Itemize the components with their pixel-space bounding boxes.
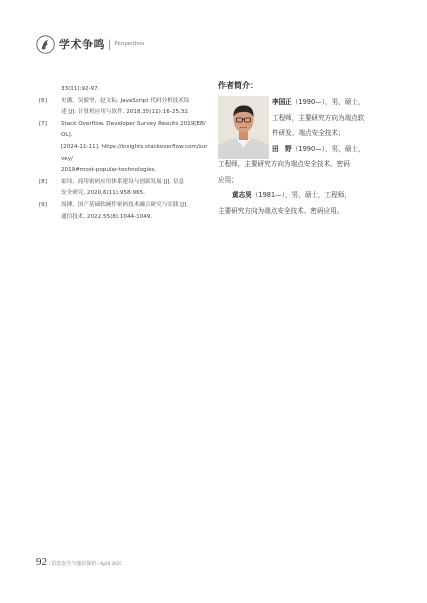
reference-number xyxy=(39,84,61,96)
author-bio-text: 工程师，主要研究方向为端点软 xyxy=(272,113,365,122)
reference-text: 霍玮，商用密码应用体系建设与创新发展 [J]. 信息 安全研究, 2020,6(11):958-965. xyxy=(61,178,185,197)
author-bio-text: 件研发、端点安全技术； xyxy=(272,129,345,137)
reference-text: Stack Overflow. Developer Survey Results 2019[EB/OL]. [2024-11-11]. https://insights.stackoverflow.com/survey/ 2019#most-popular-technologies. xyxy=(61,120,208,174)
author-name: 黄志昊 xyxy=(232,191,252,199)
reference-item xyxy=(39,177,209,200)
journal-info: | 信息安全与通信保密 | April 2025 xyxy=(49,562,122,567)
reference-number: [9] xyxy=(39,201,47,208)
reference-number: [7] xyxy=(39,120,47,127)
page-header xyxy=(36,34,144,54)
header-separator: | xyxy=(108,38,112,50)
reference-item xyxy=(39,96,209,119)
author-name: 田 野 xyxy=(272,144,292,153)
author-bio-3: 黄志昊（1981—），男，硕士，工程师， 主要研究方向为端点安全技术、密码应用。 xyxy=(218,188,394,219)
author-bio-text: 应用； xyxy=(218,175,238,184)
reference-item xyxy=(39,200,209,223)
author-bio-2: 田 野（1990—），男，硕士， 工程师，主要研究方向为端点安全技术、密码 应用； xyxy=(218,142,394,189)
reference-item xyxy=(39,84,209,96)
reference-number: [8] xyxy=(39,178,47,185)
author-name: 李国正 xyxy=(272,98,292,106)
reference-text: 周搏，国产基础软硬件密码技术融合研究与实践 [J]. 通信技术, 2022,55(8):1044-1049. xyxy=(61,201,189,220)
section-subtitle: Perspectives xyxy=(114,41,145,47)
reference-text: 史藩，吴毅坚，赵文耘. JavaScript 代码分析技术综 述 [J]. 计算机应用与软件, 2018,35(11):16-25,32. xyxy=(61,97,190,116)
author-bio-text: 工程师，主要研究方向为端点安全技术、密码 xyxy=(218,160,350,168)
author-bio-1: 李国正（1990—），男，硕士， 工程师，主要研究方向为端点软 件研发、端点安全技术； xyxy=(218,95,394,142)
reference-number: [6] xyxy=(39,97,47,104)
section-title: 学术争鸣 xyxy=(59,38,105,51)
page-number: 92 xyxy=(36,556,47,568)
journal-logo-icon xyxy=(36,35,55,54)
author-bios xyxy=(218,80,394,219)
author-bio-text: 主要研究方向为端点安全技术、密码应用。 xyxy=(218,206,344,215)
reference-text: 33(11):92-97. xyxy=(61,86,100,92)
references-list xyxy=(39,84,209,223)
author-bios-title: 作者简介： xyxy=(218,81,258,90)
reference-item xyxy=(39,119,209,177)
page-footer xyxy=(36,556,122,568)
